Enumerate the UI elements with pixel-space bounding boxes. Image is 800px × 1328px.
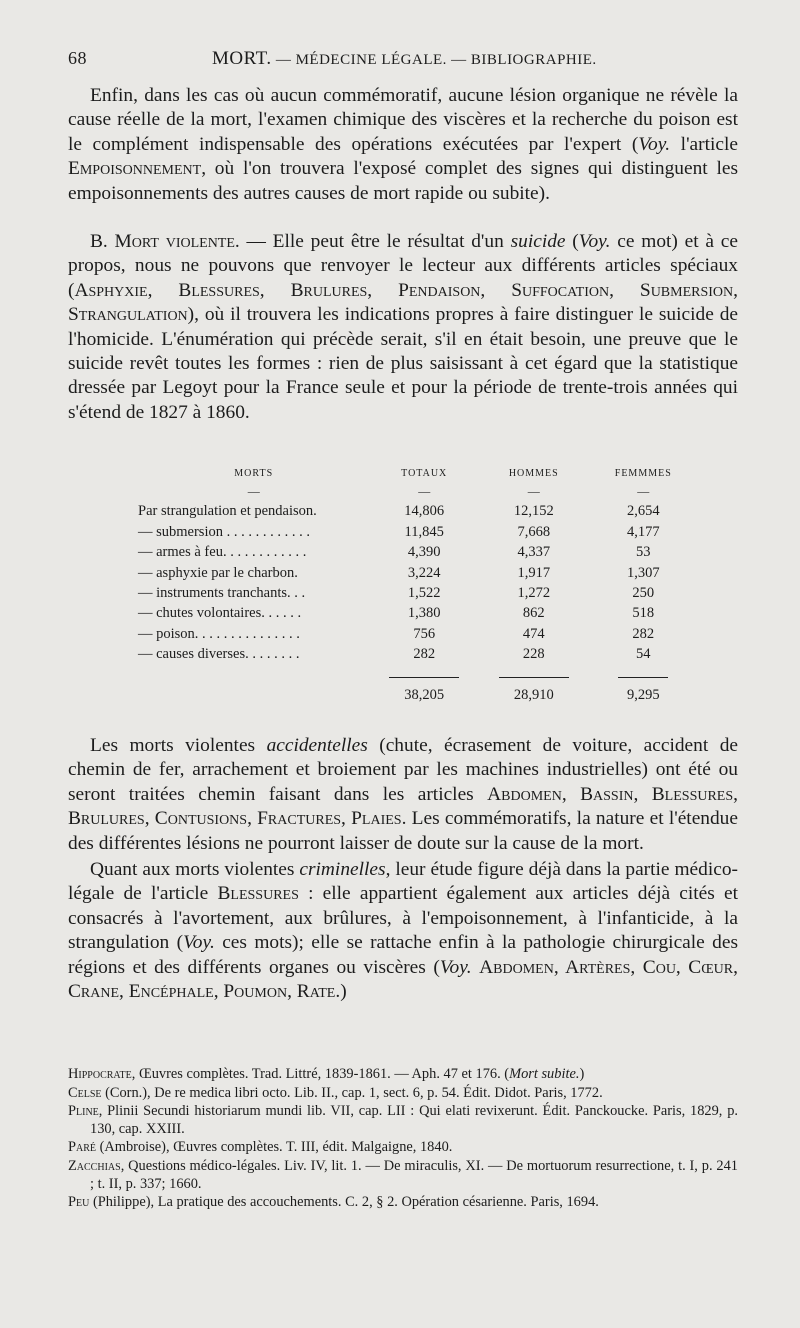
statistics-table: [138, 468, 698, 705]
running-title-main: MORT.: [212, 48, 272, 69]
header-morts: MORTS: [234, 468, 274, 479]
total-hommes: 28,910: [513, 687, 554, 704]
text-block-top: [68, 84, 738, 206]
table-row: — asphyxie par le charbon. 3,224 1,917 1,307: [138, 564, 660, 581]
bibliography-entry: Hippocrate, Œuvres complètes. Trad. Littré, 1839-1861. — Aph. 47 et 176. (Mort subite.): [68, 1066, 585, 1082]
table-rule-row: [138, 665, 698, 685]
dash: —: [418, 484, 431, 498]
bibliography: [68, 1066, 738, 1213]
table-row: — poison. . . . . . . . . . . . . . . 756 474 282: [138, 625, 655, 642]
table-row: — submersion . . . . . . . . . . . . 11,845 7,668 4,177: [138, 523, 660, 540]
dash: —: [637, 484, 650, 498]
table-row: — instruments tranchants. . . 1,522 1,272 250: [138, 585, 655, 602]
bibliography-entry: Pline, Plinii Secundi historiarum mundi lib. VII, cap. LII : Qui elati revixerunt. Édit. Panckoucke. Paris, 1829, p. 130, cap. XXIII.: [68, 1103, 738, 1137]
bibliography-entry: Peu (Philippe), La pratique des accouchements. C. 2, § 2. Opération césarienne. Paris, 1694.: [68, 1194, 599, 1211]
table-row: — chutes volontaires. . . . . . 1,380 862 518: [138, 605, 655, 622]
table-totals-row: [138, 685, 698, 705]
table-dash-row: [138, 481, 698, 501]
paragraph-accidentelles: Les morts violentes accidentelles (chute, écrasement de voiture, accident de chemin de fer, arrachement et broiement par les machines industrielles) ont été ou seront traitées chemin faisant dans les articles Abdomen, Bassin, Blessures, Brulures, Contusions, Fractures, Plaies. Les commémoratifs, la nature et l'étendue des différentes lésions ne pourront laisser de doute sur la cause de la mort.: [68, 735, 738, 854]
sum-rule: [389, 677, 459, 678]
running-title-rest: — MÉDECINE LÉGALE. — BIBLIOGRAPHIE.: [275, 52, 597, 68]
text-block-bottom: [68, 734, 738, 1004]
bibliography-entry: Celse (Corn.), De re medica libri octo. Lib. II., cap. 1, sect. 6, p. 54. Édit. Didot. Paris, 1772.: [68, 1084, 603, 1101]
paragraph-mort-violente: B. Mort violente. — Elle peut être le résultat d'un suicide (Voy. ce mot) et à ce propos, nous ne pouvons que renvoyer le lecteur aux différents articles spéciaux (Asphyxie, Blessures, Brulures, Pendaison, Suffocation, Submersion, Strangulation), où il trouvera les indications propres à faire distinguer le suicide de l'homicide. L'énumération qui précède serait, s'il en était besoin, une preuve que le suicide revêt toutes les formes : rien de plus saisissant à cet égard que la statistique dressée par Legoyt pour la France seule et pour la période de trente-trois années qui s'étend de 1827 à 1860.: [68, 231, 738, 423]
bibliography-entry: Paré (Ambroise), Œuvres complètes. T. III, édit. Malgaigne, 1840.: [68, 1139, 453, 1156]
dash: —: [247, 484, 260, 498]
sum-rule: [499, 677, 569, 678]
table-row: — causes diverses. . . . . . . . 282 228 54: [138, 646, 651, 663]
header-hommes: HOMMES: [508, 468, 559, 479]
header-femmes: FEMMMES: [614, 468, 672, 479]
bibliography-entry: Zacchias, Questions médico-légales. Liv. IV, lit. 1. — De miraculis, XI. — De mortuorum resurrectione, t. I, p. 241 ; t. II, p. 337; 1660.: [68, 1157, 738, 1192]
page-number: 68: [68, 48, 87, 68]
paragraph-enfin: Enfin, dans les cas où aucun commémoratif, aucune lésion organique ne révèle la cause réelle de la mort, l'examen chimique des viscères et la recherche du poison est le complément indispensable des opérations exécutées par l'expert (Voy. l'article Empoisonnement, où l'on trouvera l'exposé complet des signes qui distinguent les empoisonnements des autres causes de mort rapide ou subite).: [68, 85, 738, 204]
total-totaux: 38,205: [404, 687, 445, 704]
table-row: — armes à feu. . . . . . . . . . . . 4,390 4,337 53: [138, 544, 651, 561]
sum-rule: [618, 677, 668, 678]
table-row: Par strangulation et pendaison. 14,806 12,152 2,654: [138, 503, 660, 520]
paragraph-criminelles: Quant aux morts violentes criminelles, leur étude figure déjà dans la partie médico-légale de l'article Blessures : elle appartient également aux articles déjà cités et consacrés à l'avortement, aux brûlures, à l'empoisonnement, à l'infanticide, à la strangulation (Voy. ces mots); elle se rattache enfin à la pathologie chirurgicale des régions et des différents organes ou viscères (Voy. Abdomen, Artères, Cou, Cœur, Crane, Encéphale, Poumon, Rate.): [68, 859, 738, 1003]
running-title: [212, 48, 597, 70]
total-femmes: 9,295: [626, 687, 660, 704]
header-totaux: TOTAUX: [401, 468, 448, 479]
table-header-row: [138, 468, 698, 481]
dash: —: [527, 484, 540, 498]
text-block-mort-violente: [68, 230, 738, 425]
